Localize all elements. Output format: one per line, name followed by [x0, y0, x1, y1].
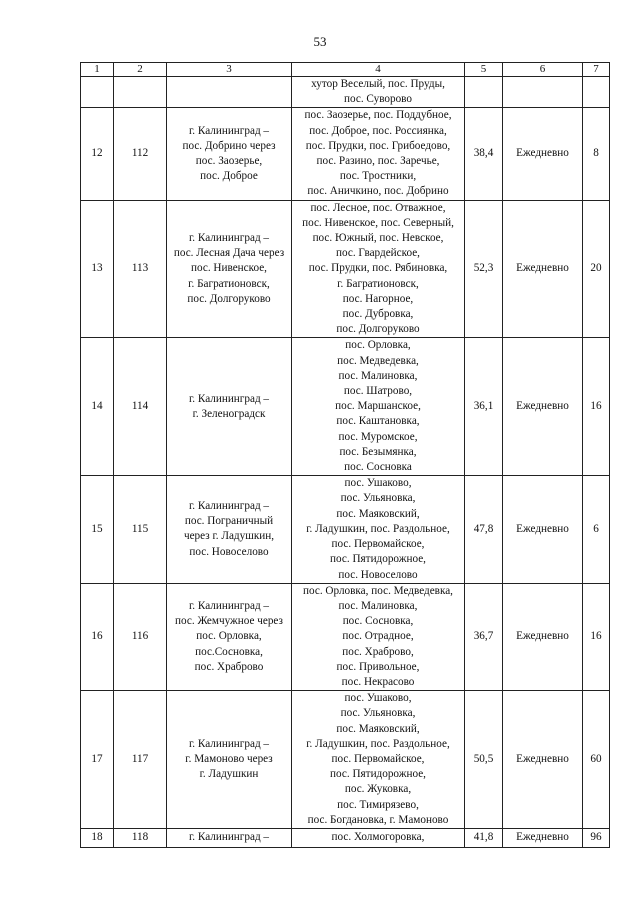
cell-route: 113	[114, 200, 167, 338]
cell-stops-line: пос. Пятидорожное,	[330, 768, 426, 781]
cell-stops-line: пос. Маршанское,	[335, 400, 421, 413]
cell-stops-line: пос. Пятидорожное,	[330, 553, 426, 566]
cell-route: 118	[114, 828, 167, 847]
cell-name-line: пос. Долгоруково	[187, 292, 271, 305]
cell-stops-line: пос. Жуковка,	[344, 783, 412, 796]
cell-stops-line: пос. Шатрово,	[343, 385, 413, 398]
cell-stops	[292, 200, 465, 338]
cell-stops-line: пос. Лесное, пос. Отважное,	[310, 201, 446, 214]
cell-name-line: г. Калининград –	[188, 392, 270, 405]
cell-length: 41,8	[465, 828, 503, 847]
cell-length: 50,5	[465, 691, 503, 829]
header-cell: 5	[465, 63, 503, 77]
stop-line: хутор Веселый, пос. Пруды,	[311, 78, 445, 90]
cell-stops	[292, 77, 465, 108]
cell-stops-line: пос. Долгоруково	[336, 323, 420, 336]
cell-stops	[292, 583, 465, 690]
header-cell: 7	[583, 63, 610, 77]
cell-stops-line: г. Ладушкин, пос. Раздольное,	[306, 737, 450, 750]
table-row	[81, 691, 610, 829]
cell-stops-line: пос. Сосновка	[344, 461, 412, 474]
cell-stops-line: пос. Маяковский,	[336, 507, 420, 520]
cell-stops-line: пос. Холмогоровка,	[331, 831, 425, 844]
cell-stops-line: пос. Дубровка,	[342, 308, 414, 321]
cell-name	[167, 476, 292, 583]
cell-stops	[292, 691, 465, 829]
header-cell: 1	[81, 63, 114, 77]
cell-stops-line: пос. Заозерье, пос. Поддубное,	[304, 109, 452, 122]
cell-stops-line: пос. Малиновка,	[338, 369, 418, 382]
cell-schedule: Ежедневно	[503, 828, 583, 847]
cell-length: 36,1	[465, 338, 503, 476]
cell-stops-line: пос. Ульяновка,	[340, 492, 416, 505]
table-row	[81, 108, 610, 200]
cell-stops-line: пос. Ушаково,	[344, 692, 412, 705]
cell-route: 114	[114, 338, 167, 476]
table-row	[81, 476, 610, 583]
cell-name-line: пос. Доброе	[200, 170, 258, 183]
cell-name-line: пос. Орловка,	[196, 630, 262, 643]
cell-stops-line: пос. Южный, пос. Невское,	[312, 232, 444, 245]
cell-stops-line: пос. Храброво,	[342, 645, 414, 658]
cell-schedule: Ежедневно	[503, 200, 583, 338]
cell-name	[167, 691, 292, 829]
cell-name-line: г. Калининград –	[188, 500, 270, 513]
cell-name-line: г. Калининград –	[188, 599, 270, 612]
cell-num	[81, 77, 114, 108]
cell-stops-line: пос. Некрасово	[341, 675, 415, 688]
cell-route: 116	[114, 583, 167, 690]
cell-stops	[292, 108, 465, 200]
cell-name	[167, 828, 292, 847]
cell-stops-line: пос. Аничкино, пос. Добрино	[307, 185, 449, 198]
stop-line: пос. Суворово	[344, 93, 412, 106]
cell-name-line: пос. Пограничный	[184, 515, 274, 528]
cell-name	[167, 77, 292, 108]
cell-name-line: г. Калининград –	[188, 232, 270, 245]
cell-stops-line: пос. Первомайское,	[331, 752, 425, 765]
cell-length	[465, 77, 503, 108]
cell-schedule: Ежедневно	[503, 691, 583, 829]
cell-stops-line: пос. Прудки, пос. Грибоедово,	[305, 139, 451, 152]
cell-count: 16	[583, 583, 610, 690]
cell-name-line: через г. Ладушкин,	[183, 530, 275, 543]
cell-num: 13	[81, 200, 114, 338]
cell-stops-line: пос. Ульяновка,	[340, 707, 416, 720]
cell-num: 12	[81, 108, 114, 200]
cell-stops-line: пос. Сосновка,	[342, 615, 414, 628]
cell-stops-line: пос. Медведевка,	[337, 354, 419, 367]
cell-name	[167, 108, 292, 200]
cell-stops	[292, 338, 465, 476]
header-cell: 4	[292, 63, 465, 77]
cell-num: 16	[81, 583, 114, 690]
cell-length: 52,3	[465, 200, 503, 338]
cell-name-line: пос. Храброво	[194, 660, 264, 673]
table-row	[81, 583, 610, 690]
cell-stops-line: пос. Нагорное,	[342, 292, 414, 305]
cell-schedule	[503, 77, 583, 108]
cell-stops-line: пос. Безымянка,	[339, 445, 417, 458]
cell-num: 14	[81, 338, 114, 476]
cell-schedule: Ежедневно	[503, 108, 583, 200]
cell-name-line: г. Мамоново через	[185, 752, 273, 765]
cell-name-line: г. Калининград –	[188, 831, 270, 844]
cell-stops-line: пос. Нивенское, пос. Северный,	[302, 216, 454, 229]
table-header-row	[81, 63, 610, 77]
cell-count	[583, 77, 610, 108]
cell-stops-line: г. Багратионовск,	[337, 277, 419, 290]
cell-schedule: Ежедневно	[503, 583, 583, 690]
cell-num: 15	[81, 476, 114, 583]
cell-num: 17	[81, 691, 114, 829]
cell-name-line: пос. Добрино через	[182, 139, 276, 152]
table-row-continued	[81, 77, 610, 108]
cell-stops-line: пос. Орловка, пос. Медведевка,	[303, 584, 453, 597]
cell-name-line: пос.Сосновка,	[195, 645, 263, 658]
cell-stops-line: пос. Первомайское,	[331, 538, 425, 551]
cell-stops-line: пос. Малиновка,	[338, 599, 418, 612]
header-cell: 2	[114, 63, 167, 77]
cell-name-line: г. Багратионовск,	[188, 277, 270, 290]
table-row	[81, 828, 610, 847]
cell-stops	[292, 828, 465, 847]
cell-stops-line: пос. Прудки, пос. Рябиновка,	[308, 262, 448, 275]
cell-name-line: пос. Лесная Дача через	[173, 247, 285, 260]
cell-name-line: г. Ладушкин	[199, 768, 259, 781]
cell-stops-line: пос. Маяковский,	[336, 722, 420, 735]
cell-stops-line: пос. Отрадное,	[342, 630, 414, 643]
cell-stops-line: пос. Богдановка, г. Мамоново	[307, 813, 449, 826]
cell-count: 16	[583, 338, 610, 476]
cell-stops-line: пос. Тимирязево,	[337, 798, 419, 811]
cell-name	[167, 583, 292, 690]
cell-name-line: г. Калининград –	[188, 737, 270, 750]
cell-stops-line: пос. Каштановка,	[336, 415, 420, 428]
table-row	[81, 200, 610, 338]
cell-name-line: г. Калининград –	[188, 124, 270, 137]
cell-name-line: пос. Нивенское,	[191, 262, 267, 275]
cell-length: 47,8	[465, 476, 503, 583]
cell-stops	[292, 476, 465, 583]
page-number: 53	[313, 34, 327, 49]
cell-count: 6	[583, 476, 610, 583]
cell-name-line: пос. Жемчужное через	[175, 615, 283, 628]
cell-name	[167, 200, 292, 338]
cell-stops-line: пос. Орловка,	[345, 339, 411, 352]
table-row	[81, 338, 610, 476]
cell-name-line: пос. Заозерье,	[195, 155, 263, 168]
cell-name-line: пос. Новоселово	[189, 545, 269, 558]
cell-length: 36,7	[465, 583, 503, 690]
cell-route: 112	[114, 108, 167, 200]
routes-table	[80, 62, 610, 848]
header-cell: 3	[167, 63, 292, 77]
cell-route: 117	[114, 691, 167, 829]
cell-stops-line: пос. Муромское,	[338, 430, 418, 443]
cell-count: 96	[583, 828, 610, 847]
cell-stops-line: пос. Гвардейское,	[336, 247, 420, 260]
cell-stops-line: пос. Привольное,	[336, 660, 420, 673]
cell-count: 20	[583, 200, 610, 338]
cell-stops-line: пос. Тростники,	[339, 170, 417, 183]
header-cell: 6	[503, 63, 583, 77]
cell-schedule: Ежедневно	[503, 338, 583, 476]
cell-stops-line: г. Ладушкин, пос. Раздольное,	[306, 522, 450, 535]
cell-stops-line: пос. Ушаково,	[344, 477, 412, 490]
cell-stops-line: пос. Разино, пос. Заречье,	[316, 155, 440, 168]
cell-schedule: Ежедневно	[503, 476, 583, 583]
cell-route	[114, 77, 167, 108]
cell-num: 18	[81, 828, 114, 847]
cell-route: 115	[114, 476, 167, 583]
cell-name	[167, 338, 292, 476]
cell-length: 38,4	[465, 108, 503, 200]
cell-stops-line: пос. Доброе, пос. Россиянка,	[309, 124, 447, 137]
cell-name-line: г. Зеленоградск	[192, 407, 266, 420]
cell-count: 8	[583, 108, 610, 200]
cell-count: 60	[583, 691, 610, 829]
cell-stops-line: пос. Новоселово	[338, 568, 418, 581]
